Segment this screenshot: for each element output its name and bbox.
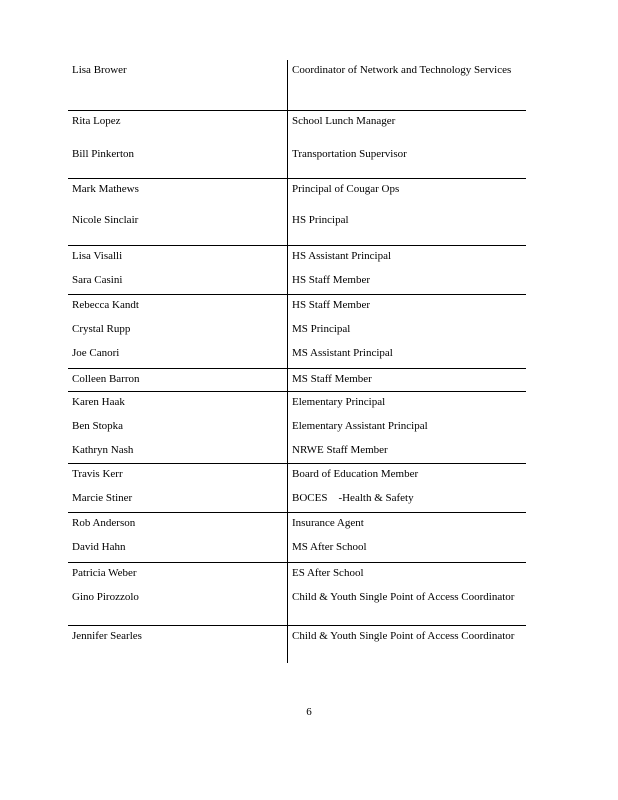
table-row xyxy=(68,63,526,87)
staff-directory-table xyxy=(68,60,526,663)
person-role: Insurance Agent xyxy=(292,517,364,529)
table-row xyxy=(68,566,526,590)
table-row xyxy=(68,114,526,147)
person-role: HS Staff Member xyxy=(292,299,371,311)
person-name: Ben Stopka xyxy=(72,420,124,432)
person-role: Child & Youth Single Point of Access Coordinator xyxy=(292,630,515,642)
table-row xyxy=(68,346,526,368)
table-group xyxy=(68,245,526,294)
table-row xyxy=(68,419,526,443)
table-row xyxy=(68,540,526,562)
table-row xyxy=(68,298,526,322)
person-name: Colleen Barron xyxy=(72,373,140,385)
person-name: Marcie Stiner xyxy=(72,492,133,504)
table-group xyxy=(68,391,526,463)
column-divider xyxy=(287,60,288,663)
table-group xyxy=(68,512,526,562)
person-name: Bill Pinkerton xyxy=(72,148,135,160)
person-name: Lisa Visalli xyxy=(72,250,123,262)
page-number: 6 xyxy=(306,706,312,718)
person-role: NRWE Staff Member xyxy=(292,444,388,456)
person-name: Travis Kerr xyxy=(72,468,123,480)
table-row xyxy=(68,372,526,391)
table-group xyxy=(68,60,526,110)
person-name: Crystal Rupp xyxy=(72,323,131,335)
person-role: HS Staff Member xyxy=(292,274,371,286)
table-row xyxy=(68,467,526,491)
person-role: Coordinator of Network and Technology Services xyxy=(292,64,512,76)
table-row xyxy=(68,443,526,463)
person-name: Rob Anderson xyxy=(72,517,136,529)
person-name: Rebecca Kandt xyxy=(72,299,139,311)
person-role: MS Staff Member xyxy=(292,373,372,385)
table-row xyxy=(68,213,526,244)
person-name: Lisa Brower xyxy=(72,64,127,76)
person-role: Principal of Cougar Ops xyxy=(292,183,400,195)
table-group xyxy=(68,562,526,625)
table-group xyxy=(68,110,526,178)
table-row xyxy=(68,273,526,294)
table-group xyxy=(68,178,526,245)
person-name: Nicole Sinclair xyxy=(72,214,139,226)
person-name: Gino Pirozzolo xyxy=(72,591,139,603)
table-row xyxy=(68,629,526,653)
person-name: Jennifer Searles xyxy=(72,630,142,642)
person-name: David Hahn xyxy=(72,541,126,553)
table-group xyxy=(68,368,526,391)
person-name: Kathryn Nash xyxy=(72,444,134,456)
person-role: Elementary Assistant Principal xyxy=(292,420,428,432)
person-name: Patricia Weber xyxy=(72,567,137,579)
table-row xyxy=(68,147,526,178)
person-role: HS Assistant Principal xyxy=(292,250,392,262)
person-role: ES After School xyxy=(292,567,364,579)
person-name: Mark Mathews xyxy=(72,183,139,195)
table-row xyxy=(68,395,526,419)
person-name: Karen Haak xyxy=(72,396,125,408)
table-group xyxy=(68,625,526,663)
person-role: School Lunch Manager xyxy=(292,115,396,127)
person-role: HS Principal xyxy=(292,214,349,226)
person-role: MS After School xyxy=(292,541,367,553)
person-role: MS Principal xyxy=(292,323,351,335)
person-role: Elementary Principal xyxy=(292,396,386,408)
person-role: MS Assistant Principal xyxy=(292,347,393,359)
person-role: Child & Youth Single Point of Access Coordinator xyxy=(292,591,515,603)
person-role: Board of Education Member xyxy=(292,468,419,480)
table-row xyxy=(68,322,526,346)
table-row xyxy=(68,516,526,540)
person-name: Rita Lopez xyxy=(72,115,121,127)
table-group xyxy=(68,463,526,512)
person-name: Sara Casini xyxy=(72,274,123,286)
person-role: Transportation Supervisor xyxy=(292,148,407,160)
table-row xyxy=(68,590,526,614)
table-row xyxy=(68,249,526,273)
table-row xyxy=(68,491,526,512)
table-row xyxy=(68,182,526,213)
person-role: BOCES -Health & Safety xyxy=(292,492,414,504)
person-name: Joe Canori xyxy=(72,347,120,359)
table-group xyxy=(68,294,526,368)
